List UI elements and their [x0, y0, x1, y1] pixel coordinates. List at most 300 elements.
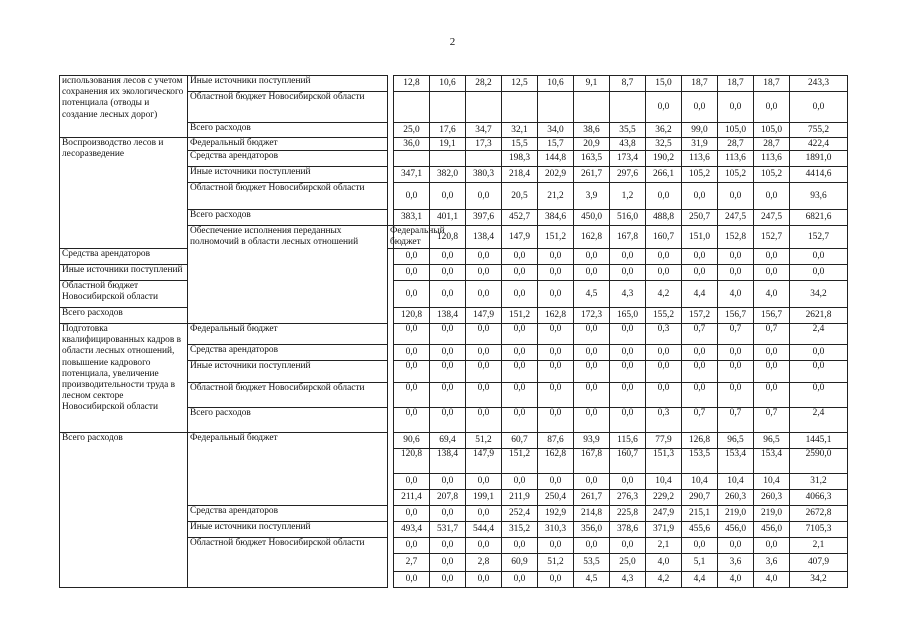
value-cell: 0,0 [502, 538, 538, 554]
value-cell: 0,0 [790, 249, 848, 265]
value-cell: 115,6 [610, 433, 646, 449]
value-cell: 0,3 [646, 408, 682, 433]
value-cell: 32,1 [502, 123, 538, 138]
value-cell: 4414,6 [790, 167, 848, 183]
value-cell: 10,4 [754, 474, 790, 490]
table-row [60, 281, 848, 308]
value-cell: 0,0 [394, 265, 430, 281]
value-cell: 0,0 [790, 361, 848, 383]
value-cell: 0,0 [430, 324, 466, 345]
value-cell: 18,7 [682, 76, 718, 92]
value-cell: 15,7 [538, 138, 574, 151]
value-cell: 160,7 [646, 226, 682, 249]
value-cell: 25,0 [610, 554, 646, 572]
value-cell: 450,0 [574, 210, 610, 226]
value-cell: 211,4 [394, 490, 430, 506]
value-cell: 0,0 [718, 92, 754, 123]
value-cell: 0,0 [754, 383, 790, 408]
value-cell: 0,0 [430, 506, 466, 522]
value-cell: 0,7 [718, 408, 754, 433]
value-cell: 0,0 [682, 383, 718, 408]
value-cell: 8,7 [610, 76, 646, 92]
value-cell [466, 151, 502, 167]
value-cell: 0,0 [502, 249, 538, 265]
value-cell: 138,4 [430, 449, 466, 474]
value-cell: 10,4 [682, 474, 718, 490]
value-cell: 15,0 [646, 76, 682, 92]
value-cell: 0,0 [610, 474, 646, 490]
value-cell: 260,3 [718, 490, 754, 506]
value-cell: 0,0 [574, 474, 610, 490]
value-cell: 99,0 [682, 123, 718, 138]
value-cell: 199,1 [466, 490, 502, 506]
value-cell: 0,0 [394, 506, 430, 522]
value-cell: 12,5 [502, 76, 538, 92]
value-cell: 126,8 [682, 433, 718, 449]
value-cell: 105,2 [718, 167, 754, 183]
value-cell: 488,8 [646, 210, 682, 226]
value-cell: 0,0 [646, 383, 682, 408]
value-cell: 4,0 [646, 554, 682, 572]
value-cell: 0,0 [610, 265, 646, 281]
value-cell: 38,6 [574, 123, 610, 138]
value-cell: 266,1 [646, 167, 682, 183]
value-cell: 219,0 [754, 506, 790, 522]
value-cell: 0,0 [790, 92, 848, 123]
value-cell: 113,6 [754, 151, 790, 167]
value-cell: 153,4 [754, 449, 790, 474]
value-cell [430, 151, 466, 167]
value-cell: 6821,6 [790, 210, 848, 226]
value-cell: 0,0 [718, 265, 754, 281]
value-cell: 0,0 [430, 361, 466, 383]
value-cell: 0,0 [754, 249, 790, 265]
value-cell: 4,3 [610, 572, 646, 588]
value-cell: 0,0 [646, 345, 682, 361]
value-cell: 0,0 [682, 265, 718, 281]
value-cell: 0,0 [574, 361, 610, 383]
value-cell: 157,2 [682, 308, 718, 324]
value-cell: 297,6 [610, 167, 646, 183]
value-cell: 0,0 [538, 408, 574, 433]
value-cell: 10,4 [718, 474, 754, 490]
value-cell: 243,3 [790, 76, 848, 92]
value-cell: 0,0 [574, 265, 610, 281]
value-cell: 0,0 [718, 183, 754, 210]
value-cell [430, 92, 466, 123]
value-cell: 247,5 [754, 210, 790, 226]
value-cell: 0,0 [538, 572, 574, 588]
funding-source-cell: Федеральный бюджет [188, 324, 388, 345]
value-cell: 531,7 [430, 522, 466, 538]
value-cell: 0,0 [754, 92, 790, 123]
value-cell: 0,3 [646, 324, 682, 345]
value-cell: 0,0 [610, 361, 646, 383]
value-cell: 10,4 [646, 474, 682, 490]
value-cell: 493,4 [394, 522, 430, 538]
funding-source-cell: Средства арендаторов [60, 249, 188, 265]
value-cell: 4066,3 [790, 490, 848, 506]
value-cell: 0,0 [394, 474, 430, 490]
value-cell: 0,0 [502, 265, 538, 281]
value-cell: 43,8 [610, 138, 646, 151]
value-cell: 152,7 [790, 226, 848, 249]
value-cell: 456,0 [718, 522, 754, 538]
value-cell: 407,9 [790, 554, 848, 572]
funding-source-cell: Иные источники поступлений [60, 265, 188, 281]
value-cell [610, 92, 646, 123]
value-cell: 165,0 [610, 308, 646, 324]
value-cell: 93,6 [790, 183, 848, 210]
value-cell: 401,1 [430, 210, 466, 226]
value-cell: 0,0 [646, 265, 682, 281]
value-cell: 0,0 [502, 361, 538, 383]
value-cell: 0,0 [574, 324, 610, 345]
value-cell: 0,0 [394, 538, 430, 554]
table-row [60, 249, 848, 265]
value-cell: 2,4 [790, 324, 848, 345]
value-cell: 0,0 [502, 324, 538, 345]
value-cell: 0,0 [538, 474, 574, 490]
value-cell: 219,0 [718, 506, 754, 522]
value-cell: 151,2 [502, 308, 538, 324]
value-cell: 0,7 [682, 408, 718, 433]
value-cell [394, 151, 430, 167]
value-cell: 2590,0 [790, 449, 848, 474]
value-cell: 0,0 [394, 324, 430, 345]
value-cell: 0,0 [610, 538, 646, 554]
value-cell: 0,0 [394, 281, 430, 308]
value-cell: 250,4 [538, 490, 574, 506]
value-cell: 0,0 [682, 361, 718, 383]
value-cell: 0,0 [466, 249, 502, 265]
value-cell: 96,5 [754, 433, 790, 449]
value-cell: 93,9 [574, 433, 610, 449]
value-cell: 190,2 [646, 151, 682, 167]
value-cell: 0,0 [610, 408, 646, 433]
value-cell: 0,0 [718, 361, 754, 383]
value-cell: 96,5 [718, 433, 754, 449]
page-number: 2 [449, 36, 456, 48]
value-cell: 34,2 [790, 281, 848, 308]
value-cell: 151,2 [538, 226, 574, 249]
value-cell: 35,5 [610, 123, 646, 138]
value-cell: 0,0 [682, 183, 718, 210]
value-cell: 2,7 [394, 554, 430, 572]
value-cell: 51,2 [466, 433, 502, 449]
table-row [60, 324, 848, 345]
value-cell: 153,4 [718, 449, 754, 474]
value-cell: 544,4 [466, 522, 502, 538]
value-cell: 31,2 [790, 474, 848, 490]
value-cell: 28,2 [466, 76, 502, 92]
value-cell: 0,0 [430, 474, 466, 490]
value-cell: 0,0 [610, 383, 646, 408]
value-cell: 28,7 [718, 138, 754, 151]
value-cell: 0,0 [538, 249, 574, 265]
value-cell [466, 92, 502, 123]
value-cell: 2,1 [790, 538, 848, 554]
value-cell: 0,0 [430, 345, 466, 361]
value-cell: 252,4 [502, 506, 538, 522]
value-cell: 113,6 [718, 151, 754, 167]
value-cell: 0,0 [394, 361, 430, 383]
value-cell: 0,0 [502, 281, 538, 308]
value-cell: 0,0 [610, 324, 646, 345]
value-cell: 0,0 [646, 249, 682, 265]
value-cell: 17,6 [430, 123, 466, 138]
funding-source-cell: Средства арендаторов [188, 151, 388, 167]
value-cell: 1,2 [610, 183, 646, 210]
value-cell: 0,7 [754, 324, 790, 345]
section-name-cell: Воспроизводство лесов и лесоразведение [60, 138, 188, 249]
value-cell: 0,0 [646, 92, 682, 123]
value-cell: 0,7 [754, 408, 790, 433]
value-cell: 17,3 [466, 138, 502, 151]
value-cell [502, 92, 538, 123]
value-cell: 147,9 [466, 449, 502, 474]
value-cell: 0,0 [610, 249, 646, 265]
table-row [60, 265, 848, 281]
value-cell: 0,0 [502, 383, 538, 408]
section-name-cell: Обеспечение исполнения переданных полномочий в области лесных отношений [188, 226, 388, 324]
value-cell: 755,2 [790, 123, 848, 138]
value-cell: 105,0 [754, 123, 790, 138]
value-cell: 7105,3 [790, 522, 848, 538]
value-cell: 356,0 [574, 522, 610, 538]
value-cell: 173,4 [610, 151, 646, 167]
value-cell: 10,6 [430, 76, 466, 92]
value-cell: 0,0 [430, 249, 466, 265]
funding-source-cell: Областной бюджет Новосибирской области [60, 281, 188, 308]
value-cell: 3,6 [754, 554, 790, 572]
value-cell: 0,0 [394, 183, 430, 210]
value-cell: 0,0 [790, 383, 848, 408]
value-cell: 0,0 [646, 183, 682, 210]
value-cell: 152,7 [754, 226, 790, 249]
value-cell: 4,0 [718, 572, 754, 588]
value-cell: 0,0 [466, 361, 502, 383]
value-cell: 0,0 [430, 265, 466, 281]
value-cell: 12,8 [394, 76, 430, 92]
value-cell: 31,9 [682, 138, 718, 151]
value-cell: 214,8 [574, 506, 610, 522]
value-cell: 0,0 [502, 345, 538, 361]
value-cell: 60,9 [502, 554, 538, 572]
value-cell: 0,0 [430, 183, 466, 210]
value-cell: 198,3 [502, 151, 538, 167]
value-cell: 162,8 [538, 308, 574, 324]
value-cell: 0,0 [394, 408, 430, 433]
value-cell: 4,2 [646, 572, 682, 588]
section-name-cell: использования лесов с учетом сохранения их экологического потенциала (отводы и создание лесных дорог) [60, 76, 188, 138]
value-cell [394, 92, 430, 123]
value-cell: 156,7 [754, 308, 790, 324]
value-cell: 247,5 [718, 210, 754, 226]
value-cell: 384,6 [538, 210, 574, 226]
value-cell: 0,0 [430, 408, 466, 433]
value-cell: 32,5 [646, 138, 682, 151]
value-cell: 260,3 [754, 490, 790, 506]
value-cell: 0,0 [610, 345, 646, 361]
section-name-cell: Подготовка квалифицированных кадров в области лесных отношений, повышение кадрового потенциала, увеличение производительности труда в лесном секторе Новосибирской области [60, 324, 188, 433]
value-cell: 397,6 [466, 210, 502, 226]
value-cell: 5,1 [682, 554, 718, 572]
budget-table-body [60, 76, 848, 588]
funding-source-cell: Областной бюджет Новосибирской области [188, 538, 388, 588]
value-cell: 151,0 [682, 226, 718, 249]
value-cell: 192,9 [538, 506, 574, 522]
value-cell: 105,0 [718, 123, 754, 138]
value-cell: 0,0 [646, 361, 682, 383]
value-cell: 229,2 [646, 490, 682, 506]
value-cell: 34,2 [790, 572, 848, 588]
value-cell: 0,0 [754, 183, 790, 210]
value-cell: 155,2 [646, 308, 682, 324]
value-cell: 0,0 [466, 281, 502, 308]
value-cell: 0,0 [394, 383, 430, 408]
value-cell: 516,0 [610, 210, 646, 226]
value-cell: 34,0 [538, 123, 574, 138]
value-cell: 0,0 [538, 361, 574, 383]
value-cell [538, 92, 574, 123]
funding-source-cell: Областной бюджет Новосибирской области [188, 383, 388, 408]
value-cell: 0,0 [538, 265, 574, 281]
funding-source-cell: Федеральный бюджет [388, 226, 394, 249]
value-cell: 0,0 [574, 383, 610, 408]
value-cell: 0,0 [718, 345, 754, 361]
value-cell: 0,0 [790, 345, 848, 361]
value-cell: 152,8 [718, 226, 754, 249]
value-cell: 456,0 [754, 522, 790, 538]
value-cell: 0,0 [502, 474, 538, 490]
value-cell: 4,5 [574, 281, 610, 308]
value-cell: 0,0 [394, 345, 430, 361]
value-cell: 0,0 [682, 92, 718, 123]
value-cell: 380,3 [466, 167, 502, 183]
value-cell: 0,0 [754, 265, 790, 281]
value-cell: 163,5 [574, 151, 610, 167]
funding-source-cell: Иные источники поступлений [188, 76, 388, 92]
value-cell: 0,0 [502, 572, 538, 588]
value-cell: 0,0 [574, 249, 610, 265]
funding-source-cell: Средства арендаторов [188, 506, 388, 522]
value-cell: 382,0 [430, 167, 466, 183]
value-cell: 455,6 [682, 522, 718, 538]
value-cell: 10,6 [538, 76, 574, 92]
value-cell: 18,7 [754, 76, 790, 92]
value-cell: 0,0 [538, 345, 574, 361]
table-row [60, 138, 848, 151]
value-cell: 0,0 [466, 324, 502, 345]
funding-source-cell: Областной бюджет Новосибирской области [188, 183, 388, 210]
value-cell: 2621,8 [790, 308, 848, 324]
value-cell: 53,5 [574, 554, 610, 572]
value-cell: 0,0 [430, 383, 466, 408]
value-cell: 153,5 [682, 449, 718, 474]
value-cell: 247,9 [646, 506, 682, 522]
value-cell: 225,8 [610, 506, 646, 522]
value-cell: 160,7 [610, 449, 646, 474]
value-cell: 147,9 [466, 308, 502, 324]
section-name-cell: Всего расходов [60, 433, 188, 588]
value-cell: 9,1 [574, 76, 610, 92]
value-cell: 0,0 [790, 265, 848, 281]
value-cell: 250,7 [682, 210, 718, 226]
value-cell: 0,0 [394, 249, 430, 265]
value-cell: 4,2 [646, 281, 682, 308]
funding-source-cell: Всего расходов [188, 123, 388, 138]
value-cell: 0,0 [466, 506, 502, 522]
value-cell: 0,0 [430, 538, 466, 554]
table-row [60, 308, 848, 324]
funding-source-cell: Федеральный бюджет [188, 433, 388, 506]
value-cell: 105,2 [682, 167, 718, 183]
value-cell: 120,8 [394, 308, 430, 324]
value-cell: 0,0 [574, 345, 610, 361]
value-cell: 0,0 [466, 572, 502, 588]
value-cell: 2,1 [646, 538, 682, 554]
value-cell: 77,9 [646, 433, 682, 449]
value-cell: 51,2 [538, 554, 574, 572]
value-cell: 0,0 [430, 281, 466, 308]
table-row [60, 76, 848, 92]
value-cell: 60,7 [502, 433, 538, 449]
value-cell: 0,0 [430, 554, 466, 572]
value-cell: 0,0 [538, 538, 574, 554]
value-cell: 211,9 [502, 490, 538, 506]
value-cell: 0,0 [754, 361, 790, 383]
value-cell: 0,0 [574, 408, 610, 433]
value-cell: 105,2 [754, 167, 790, 183]
value-cell: 0,0 [574, 538, 610, 554]
value-cell: 0,0 [466, 408, 502, 433]
value-cell: 4,0 [754, 281, 790, 308]
value-cell: 0,0 [502, 408, 538, 433]
value-cell: 0,0 [430, 572, 466, 588]
value-cell [574, 92, 610, 123]
value-cell: 0,0 [538, 324, 574, 345]
value-cell: 261,7 [574, 490, 610, 506]
value-cell: 202,9 [538, 167, 574, 183]
value-cell: 0,0 [682, 249, 718, 265]
value-cell: 90,6 [394, 433, 430, 449]
value-cell: 113,6 [682, 151, 718, 167]
value-cell: 151,3 [646, 449, 682, 474]
value-cell: 172,3 [574, 308, 610, 324]
value-cell: 3,9 [574, 183, 610, 210]
value-cell: 0,0 [754, 538, 790, 554]
value-cell: 0,7 [682, 324, 718, 345]
value-cell: 34,7 [466, 123, 502, 138]
value-cell: 25,0 [394, 123, 430, 138]
value-cell: 3,6 [718, 554, 754, 572]
value-cell: 0,0 [466, 345, 502, 361]
funding-source-cell: Областной бюджет Новосибирской области [188, 92, 388, 123]
value-cell: 0,0 [466, 474, 502, 490]
value-cell: 147,9 [502, 226, 538, 249]
value-cell: 20,9 [574, 138, 610, 151]
value-cell: 28,7 [754, 138, 790, 151]
value-cell: 1891,0 [790, 151, 848, 167]
value-cell: 18,7 [718, 76, 754, 92]
value-cell: 20,5 [502, 183, 538, 210]
value-cell: 2,8 [466, 554, 502, 572]
value-cell: 162,8 [538, 449, 574, 474]
funding-source-cell: Федеральный бюджет [188, 138, 388, 151]
funding-source-cell: Средства арендаторов [188, 345, 388, 361]
value-cell: 4,0 [754, 572, 790, 588]
